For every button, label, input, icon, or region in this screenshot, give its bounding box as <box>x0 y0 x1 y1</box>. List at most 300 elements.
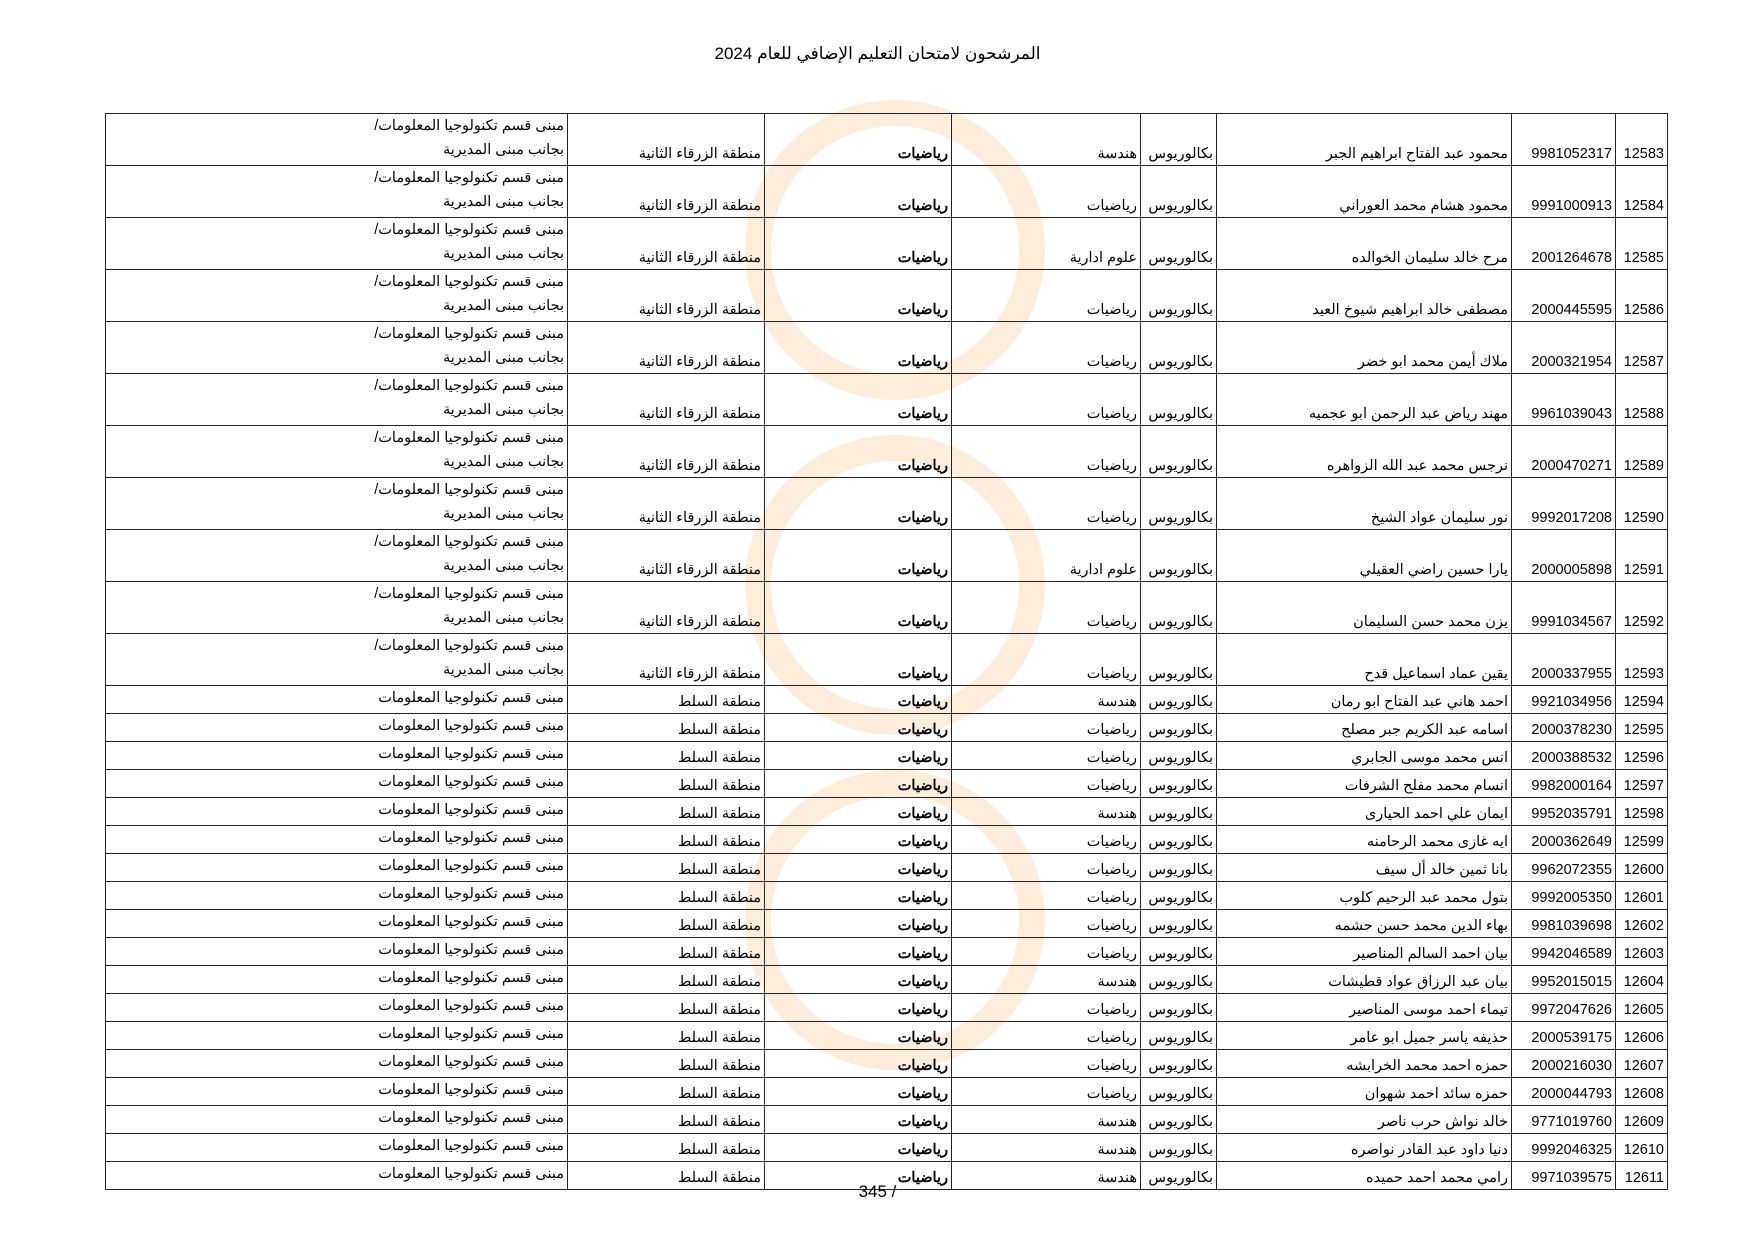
table-row <box>106 582 1668 634</box>
national-id-cell: 9921034956 <box>1512 686 1616 714</box>
degree-cell: بكالوريوس <box>1141 1162 1217 1190</box>
sequence-cell: 12608 <box>1616 1078 1668 1106</box>
sequence-cell: 12605 <box>1616 994 1668 1022</box>
degree-cell: بكالوريوس <box>1141 714 1217 742</box>
location-line: بجانب مبنى المديرية <box>442 298 564 314</box>
table-row <box>106 742 1668 770</box>
sequence-cell: 12592 <box>1616 582 1668 634</box>
national-id-cell: 9991034567 <box>1512 582 1616 634</box>
region-cell: منطقة السلط <box>568 686 765 714</box>
location-line: مبنى قسم تكنولوجيا المعلومات <box>378 690 564 706</box>
subject-cell: رياضيات <box>765 910 952 938</box>
table-row <box>106 114 1668 166</box>
location-line: مبنى قسم تكنولوجيا المعلومات <box>378 886 564 902</box>
table-row <box>106 270 1668 322</box>
exam-location-cell <box>106 994 568 1022</box>
national-id-cell: 2000044793 <box>1512 1078 1616 1106</box>
table-row <box>106 798 1668 826</box>
location-line: مبنى قسم تكنولوجيا المعلومات <box>378 998 564 1014</box>
subject-cell: رياضيات <box>765 686 952 714</box>
major-cell: رياضيات <box>952 994 1141 1022</box>
national-id-cell: 2000539175 <box>1512 1022 1616 1050</box>
candidate-name-cell: دنيا داود عبد القادر نواصره <box>1217 1134 1512 1162</box>
national-id-cell: 9961039043 <box>1512 374 1616 426</box>
subject-cell: رياضيات <box>765 1022 952 1050</box>
table-row <box>106 966 1668 994</box>
location-line: مبنى قسم تكنولوجيا المعلومات <box>378 970 564 986</box>
region-cell: منطقة السلط <box>568 938 765 966</box>
region-cell: منطقة السلط <box>568 1078 765 1106</box>
location-line: مبنى قسم تكنولوجيا المعلومات <box>378 830 564 846</box>
table-row <box>106 166 1668 218</box>
major-cell: رياضيات <box>952 322 1141 374</box>
major-cell: رياضيات <box>952 742 1141 770</box>
region-cell: منطقة السلط <box>568 770 765 798</box>
exam-location-cell <box>106 634 568 686</box>
degree-cell: بكالوريوس <box>1141 426 1217 478</box>
sequence-cell: 12609 <box>1616 1106 1668 1134</box>
region-cell: منطقة الزرقاء الثانية <box>568 374 765 426</box>
subject-cell: رياضيات <box>765 994 952 1022</box>
table-row <box>106 770 1668 798</box>
degree-cell: بكالوريوس <box>1141 826 1217 854</box>
exam-location-cell <box>106 1022 568 1050</box>
region-cell: منطقة الزرقاء الثانية <box>568 530 765 582</box>
major-cell: علوم ادارية <box>952 218 1141 270</box>
candidate-name-cell: بيان احمد السالم المناصير <box>1217 938 1512 966</box>
major-cell: رياضيات <box>952 1078 1141 1106</box>
major-cell: رياضيات <box>952 770 1141 798</box>
subject-cell: رياضيات <box>765 114 952 166</box>
location-line: مبنى قسم تكنولوجيا المعلومات/ <box>374 118 564 134</box>
national-id-cell: 2000388532 <box>1512 742 1616 770</box>
national-id-cell: 9982000164 <box>1512 770 1616 798</box>
degree-cell: بكالوريوس <box>1141 1078 1217 1106</box>
sequence-cell: 12594 <box>1616 686 1668 714</box>
table-row <box>106 686 1668 714</box>
candidate-name-cell: خالد نواش حرب ناصر <box>1217 1106 1512 1134</box>
region-cell: منطقة السلط <box>568 1162 765 1190</box>
location-line: بجانب مبنى المديرية <box>442 662 564 678</box>
candidate-name-cell: بتول محمد عبد الرحيم كلوب <box>1217 882 1512 910</box>
sequence-cell: 12600 <box>1616 854 1668 882</box>
degree-cell: بكالوريوس <box>1141 770 1217 798</box>
major-cell: هندسة <box>952 1134 1141 1162</box>
national-id-cell: 2000378230 <box>1512 714 1616 742</box>
region-cell: منطقة الزرقاء الثانية <box>568 634 765 686</box>
major-cell: هندسة <box>952 966 1141 994</box>
location-line: مبنى قسم تكنولوجيا المعلومات/ <box>374 534 564 550</box>
exam-location-cell <box>106 910 568 938</box>
candidate-name-cell: انسام محمد مفلح الشرفات <box>1217 770 1512 798</box>
region-cell: منطقة الزرقاء الثانية <box>568 166 765 218</box>
sequence-cell: 12598 <box>1616 798 1668 826</box>
candidate-name-cell: مصطفى خالد ابراهيم شيوخ العيد <box>1217 270 1512 322</box>
region-cell: منطقة السلط <box>568 1022 765 1050</box>
exam-location-cell <box>106 322 568 374</box>
location-line: مبنى قسم تكنولوجيا المعلومات <box>378 1054 564 1070</box>
table-row <box>106 826 1668 854</box>
location-line: مبنى قسم تكنولوجيا المعلومات <box>378 746 564 762</box>
page-number: 345 / <box>858 1182 897 1201</box>
major-cell: هندسة <box>952 686 1141 714</box>
region-cell: منطقة الزرقاء الثانية <box>568 322 765 374</box>
subject-cell: رياضيات <box>765 634 952 686</box>
major-cell: رياضيات <box>952 634 1141 686</box>
subject-cell: رياضيات <box>765 826 952 854</box>
table-row <box>106 1022 1668 1050</box>
major-cell: هندسة <box>952 1162 1141 1190</box>
location-line: مبنى قسم تكنولوجيا المعلومات <box>378 1082 564 1098</box>
exam-location-cell <box>106 966 568 994</box>
major-cell: هندسة <box>952 114 1141 166</box>
location-line: مبنى قسم تكنولوجيا المعلومات/ <box>374 222 564 238</box>
subject-cell: رياضيات <box>765 426 952 478</box>
location-line: مبنى قسم تكنولوجيا المعلومات <box>378 774 564 790</box>
national-id-cell: 2000321954 <box>1512 322 1616 374</box>
major-cell: رياضيات <box>952 910 1141 938</box>
candidate-name-cell: انس محمد موسى الجابري <box>1217 742 1512 770</box>
degree-cell: بكالوريوس <box>1141 882 1217 910</box>
major-cell: رياضيات <box>952 938 1141 966</box>
national-id-cell: 9991000913 <box>1512 166 1616 218</box>
sequence-cell: 12597 <box>1616 770 1668 798</box>
candidate-name-cell: مهند رياض عبد الرحمن ابو عجميه <box>1217 374 1512 426</box>
subject-cell: رياضيات <box>765 1078 952 1106</box>
region-cell: منطقة السلط <box>568 1134 765 1162</box>
candidate-name-cell: محمود عبد الفتاح ابراهيم الجبر <box>1217 114 1512 166</box>
subject-cell: رياضيات <box>765 742 952 770</box>
candidate-name-cell: حمزه سائد احمد شهوان <box>1217 1078 1512 1106</box>
major-cell: هندسة <box>952 798 1141 826</box>
sequence-cell: 12593 <box>1616 634 1668 686</box>
degree-cell: بكالوريوس <box>1141 1106 1217 1134</box>
location-line: بجانب مبنى المديرية <box>442 194 564 210</box>
exam-location-cell <box>106 582 568 634</box>
exam-location-cell <box>106 686 568 714</box>
candidate-name-cell: يزن محمد حسن السليمان <box>1217 582 1512 634</box>
degree-cell: بكالوريوس <box>1141 166 1217 218</box>
location-line: مبنى قسم تكنولوجيا المعلومات/ <box>374 274 564 290</box>
degree-cell: بكالوريوس <box>1141 742 1217 770</box>
location-line: بجانب مبنى المديرية <box>442 402 564 418</box>
sequence-cell: 12601 <box>1616 882 1668 910</box>
national-id-cell: 2000337955 <box>1512 634 1616 686</box>
candidate-name-cell: يقين عماد اسماعيل قدح <box>1217 634 1512 686</box>
region-cell: منطقة السلط <box>568 1106 765 1134</box>
degree-cell: بكالوريوس <box>1141 270 1217 322</box>
region-cell: منطقة السلط <box>568 966 765 994</box>
exam-location-cell <box>106 478 568 530</box>
degree-cell: بكالوريوس <box>1141 114 1217 166</box>
degree-cell: بكالوريوس <box>1141 854 1217 882</box>
degree-cell: بكالوريوس <box>1141 634 1217 686</box>
location-line: بجانب مبنى المديرية <box>442 142 564 158</box>
candidate-name-cell: رامي محمد احمد حميده <box>1217 1162 1512 1190</box>
subject-cell: رياضيات <box>765 374 952 426</box>
degree-cell: بكالوريوس <box>1141 1050 1217 1078</box>
region-cell: منطقة السلط <box>568 826 765 854</box>
sequence-cell: 12606 <box>1616 1022 1668 1050</box>
candidate-name-cell: محمود هشام محمد العوراني <box>1217 166 1512 218</box>
candidate-name-cell: يارا حسين راضي العقيلي <box>1217 530 1512 582</box>
table-row <box>106 634 1668 686</box>
degree-cell: بكالوريوس <box>1141 582 1217 634</box>
region-cell: منطقة السلط <box>568 910 765 938</box>
location-line: مبنى قسم تكنولوجيا المعلومات <box>378 1138 564 1154</box>
subject-cell: رياضيات <box>765 1162 952 1190</box>
degree-cell: بكالوريوس <box>1141 322 1217 374</box>
table-row <box>106 322 1668 374</box>
subject-cell: رياضيات <box>765 1106 952 1134</box>
location-line: مبنى قسم تكنولوجيا المعلومات <box>378 1026 564 1042</box>
candidate-name-cell: اسامه عبد الكريم جبر مصلح <box>1217 714 1512 742</box>
major-cell: هندسة <box>952 1106 1141 1134</box>
national-id-cell: 9992046325 <box>1512 1134 1616 1162</box>
subject-cell: رياضيات <box>765 798 952 826</box>
sequence-cell: 12596 <box>1616 742 1668 770</box>
national-id-cell: 9952015015 <box>1512 966 1616 994</box>
exam-location-cell <box>106 742 568 770</box>
national-id-cell: 9972047626 <box>1512 994 1616 1022</box>
candidate-name-cell: احمد هاني عبد الفتاح ابو رمان <box>1217 686 1512 714</box>
subject-cell: رياضيات <box>765 270 952 322</box>
national-id-cell: 9992005350 <box>1512 882 1616 910</box>
region-cell: منطقة السلط <box>568 1050 765 1078</box>
national-id-cell: 9771019760 <box>1512 1106 1616 1134</box>
major-cell: رياضيات <box>952 374 1141 426</box>
candidate-name-cell: نرجس محمد عبد الله الزواهره <box>1217 426 1512 478</box>
major-cell: رياضيات <box>952 270 1141 322</box>
degree-cell: بكالوريوس <box>1141 938 1217 966</box>
location-line: مبنى قسم تكنولوجيا المعلومات/ <box>374 586 564 602</box>
location-line: مبنى قسم تكنولوجيا المعلومات <box>378 942 564 958</box>
degree-cell: بكالوريوس <box>1141 374 1217 426</box>
table-row <box>106 1106 1668 1134</box>
major-cell: رياضيات <box>952 1050 1141 1078</box>
sequence-cell: 12599 <box>1616 826 1668 854</box>
degree-cell: بكالوريوس <box>1141 1022 1217 1050</box>
major-cell: رياضيات <box>952 826 1141 854</box>
exam-location-cell <box>106 114 568 166</box>
sequence-cell: 12584 <box>1616 166 1668 218</box>
exam-location-cell <box>106 882 568 910</box>
table-row <box>106 994 1668 1022</box>
region-cell: منطقة السلط <box>568 994 765 1022</box>
national-id-cell: 2000362649 <box>1512 826 1616 854</box>
sequence-cell: 12583 <box>1616 114 1668 166</box>
exam-location-cell <box>106 426 568 478</box>
national-id-cell: 9952035791 <box>1512 798 1616 826</box>
exam-location-cell <box>106 826 568 854</box>
candidate-name-cell: نور سليمان عواد الشيخ <box>1217 478 1512 530</box>
table-row <box>106 938 1668 966</box>
region-cell: منطقة السلط <box>568 882 765 910</box>
major-cell: رياضيات <box>952 882 1141 910</box>
location-line: بجانب مبنى المديرية <box>442 558 564 574</box>
subject-cell: رياضيات <box>765 218 952 270</box>
location-line: مبنى قسم تكنولوجيا المعلومات <box>378 1166 564 1182</box>
national-id-cell: 2000445595 <box>1512 270 1616 322</box>
sequence-cell: 12604 <box>1616 966 1668 994</box>
location-line: بجانب مبنى المديرية <box>442 506 564 522</box>
exam-location-cell <box>106 1050 568 1078</box>
degree-cell: بكالوريوس <box>1141 478 1217 530</box>
location-line: مبنى قسم تكنولوجيا المعلومات <box>378 802 564 818</box>
national-id-cell: 2000005898 <box>1512 530 1616 582</box>
location-line: مبنى قسم تكنولوجيا المعلومات <box>378 914 564 930</box>
degree-cell: بكالوريوس <box>1141 530 1217 582</box>
exam-location-cell <box>106 798 568 826</box>
subject-cell: رياضيات <box>765 478 952 530</box>
region-cell: منطقة الزرقاء الثانية <box>568 426 765 478</box>
table-row <box>106 374 1668 426</box>
exam-location-cell <box>106 1078 568 1106</box>
sequence-cell: 12603 <box>1616 938 1668 966</box>
sequence-cell: 12586 <box>1616 270 1668 322</box>
region-cell: منطقة الزرقاء الثانية <box>568 582 765 634</box>
exam-location-cell <box>106 854 568 882</box>
degree-cell: بكالوريوس <box>1141 994 1217 1022</box>
national-id-cell: 2000470271 <box>1512 426 1616 478</box>
candidate-name-cell: ايه غازى محمد الرحامنه <box>1217 826 1512 854</box>
location-line: مبنى قسم تكنولوجيا المعلومات/ <box>374 378 564 394</box>
sequence-cell: 12588 <box>1616 374 1668 426</box>
region-cell: منطقة السلط <box>568 742 765 770</box>
sequence-cell: 12607 <box>1616 1050 1668 1078</box>
degree-cell: بكالوريوس <box>1141 686 1217 714</box>
sequence-cell: 12595 <box>1616 714 1668 742</box>
subject-cell: رياضيات <box>765 530 952 582</box>
major-cell: رياضيات <box>952 478 1141 530</box>
sequence-cell: 12587 <box>1616 322 1668 374</box>
table-row <box>106 1078 1668 1106</box>
exam-location-cell <box>106 270 568 322</box>
subject-cell: رياضيات <box>765 582 952 634</box>
exam-location-cell <box>106 1106 568 1134</box>
table-row <box>106 1134 1668 1162</box>
degree-cell: بكالوريوس <box>1141 1134 1217 1162</box>
exam-location-cell <box>106 166 568 218</box>
location-line: مبنى قسم تكنولوجيا المعلومات/ <box>374 638 564 654</box>
subject-cell: رياضيات <box>765 714 952 742</box>
location-line: بجانب مبنى المديرية <box>442 454 564 470</box>
location-line: مبنى قسم تكنولوجيا المعلومات/ <box>374 482 564 498</box>
candidate-name-cell: مرح خالد سليمان الخوالده <box>1217 218 1512 270</box>
exam-location-cell <box>106 770 568 798</box>
major-cell: رياضيات <box>952 582 1141 634</box>
sequence-cell: 12611 <box>1616 1162 1668 1190</box>
major-cell: رياضيات <box>952 1022 1141 1050</box>
location-line: بجانب مبنى المديرية <box>442 610 564 626</box>
table-row <box>106 218 1668 270</box>
candidate-name-cell: بهاء الدين محمد حسن حشمه <box>1217 910 1512 938</box>
subject-cell: رياضيات <box>765 166 952 218</box>
table-row <box>106 530 1668 582</box>
location-line: بجانب مبنى المديرية <box>442 246 564 262</box>
table-row <box>106 854 1668 882</box>
location-line: مبنى قسم تكنولوجيا المعلومات/ <box>374 326 564 342</box>
exam-location-cell <box>106 1134 568 1162</box>
candidate-name-cell: تيماء احمد موسى المناصير <box>1217 994 1512 1022</box>
major-cell: رياضيات <box>952 854 1141 882</box>
national-id-cell: 2001264678 <box>1512 218 1616 270</box>
major-cell: علوم ادارية <box>952 530 1141 582</box>
national-id-cell: 9992017208 <box>1512 478 1616 530</box>
subject-cell: رياضيات <box>765 322 952 374</box>
subject-cell: رياضيات <box>765 1050 952 1078</box>
region-cell: منطقة السلط <box>568 798 765 826</box>
location-line: مبنى قسم تكنولوجيا المعلومات/ <box>374 430 564 446</box>
national-id-cell: 9962072355 <box>1512 854 1616 882</box>
table-row <box>106 1050 1668 1078</box>
exam-location-cell <box>106 714 568 742</box>
location-line: مبنى قسم تكنولوجيا المعلومات <box>378 718 564 734</box>
candidates-table <box>105 113 1668 1190</box>
region-cell: منطقة الزرقاء الثانية <box>568 478 765 530</box>
sequence-cell: 12602 <box>1616 910 1668 938</box>
degree-cell: بكالوريوس <box>1141 798 1217 826</box>
region-cell: منطقة الزرقاء الثانية <box>568 270 765 322</box>
exam-location-cell <box>106 938 568 966</box>
location-line: مبنى قسم تكنولوجيا المعلومات/ <box>374 170 564 186</box>
exam-location-cell <box>106 374 568 426</box>
region-cell: منطقة الزرقاء الثانية <box>568 114 765 166</box>
degree-cell: بكالوريوس <box>1141 910 1217 938</box>
national-id-cell: 9942046589 <box>1512 938 1616 966</box>
subject-cell: رياضيات <box>765 882 952 910</box>
national-id-cell: 9981052317 <box>1512 114 1616 166</box>
candidate-name-cell: ايمان علي احمد الحيارى <box>1217 798 1512 826</box>
subject-cell: رياضيات <box>765 966 952 994</box>
national-id-cell: 9971039575 <box>1512 1162 1616 1190</box>
subject-cell: رياضيات <box>765 1134 952 1162</box>
national-id-cell: 2000216030 <box>1512 1050 1616 1078</box>
subject-cell: رياضيات <box>765 854 952 882</box>
location-line: مبنى قسم تكنولوجيا المعلومات <box>378 1110 564 1126</box>
table-row <box>106 882 1668 910</box>
major-cell: رياضيات <box>952 426 1141 478</box>
major-cell: رياضيات <box>952 166 1141 218</box>
candidate-name-cell: حمزه احمد محمد الخرابشه <box>1217 1050 1512 1078</box>
exam-location-cell <box>106 218 568 270</box>
region-cell: منطقة السلط <box>568 854 765 882</box>
candidate-name-cell: بانا ثمين خالد أل سيف <box>1217 854 1512 882</box>
table-row <box>106 478 1668 530</box>
candidate-name-cell: ملاك أيمن محمد ابو خضر <box>1217 322 1512 374</box>
sequence-cell: 12610 <box>1616 1134 1668 1162</box>
subject-cell: رياضيات <box>765 770 952 798</box>
region-cell: منطقة الزرقاء الثانية <box>568 218 765 270</box>
degree-cell: بكالوريوس <box>1141 966 1217 994</box>
sequence-cell: 12589 <box>1616 426 1668 478</box>
major-cell: رياضيات <box>952 714 1141 742</box>
sequence-cell: 12591 <box>1616 530 1668 582</box>
location-line: بجانب مبنى المديرية <box>442 350 564 366</box>
table-row <box>106 714 1668 742</box>
national-id-cell: 9981039698 <box>1512 910 1616 938</box>
region-cell: منطقة السلط <box>568 714 765 742</box>
location-line: مبنى قسم تكنولوجيا المعلومات <box>378 858 564 874</box>
page-title: المرشحون لامتحان التعليم الإضافي للعام 2024 <box>714 44 1041 63</box>
degree-cell: بكالوريوس <box>1141 218 1217 270</box>
exam-location-cell <box>106 530 568 582</box>
sequence-cell: 12585 <box>1616 218 1668 270</box>
subject-cell: رياضيات <box>765 938 952 966</box>
candidate-name-cell: حذيفه ياسر جميل ابو عامر <box>1217 1022 1512 1050</box>
table-row <box>106 910 1668 938</box>
sequence-cell: 12590 <box>1616 478 1668 530</box>
